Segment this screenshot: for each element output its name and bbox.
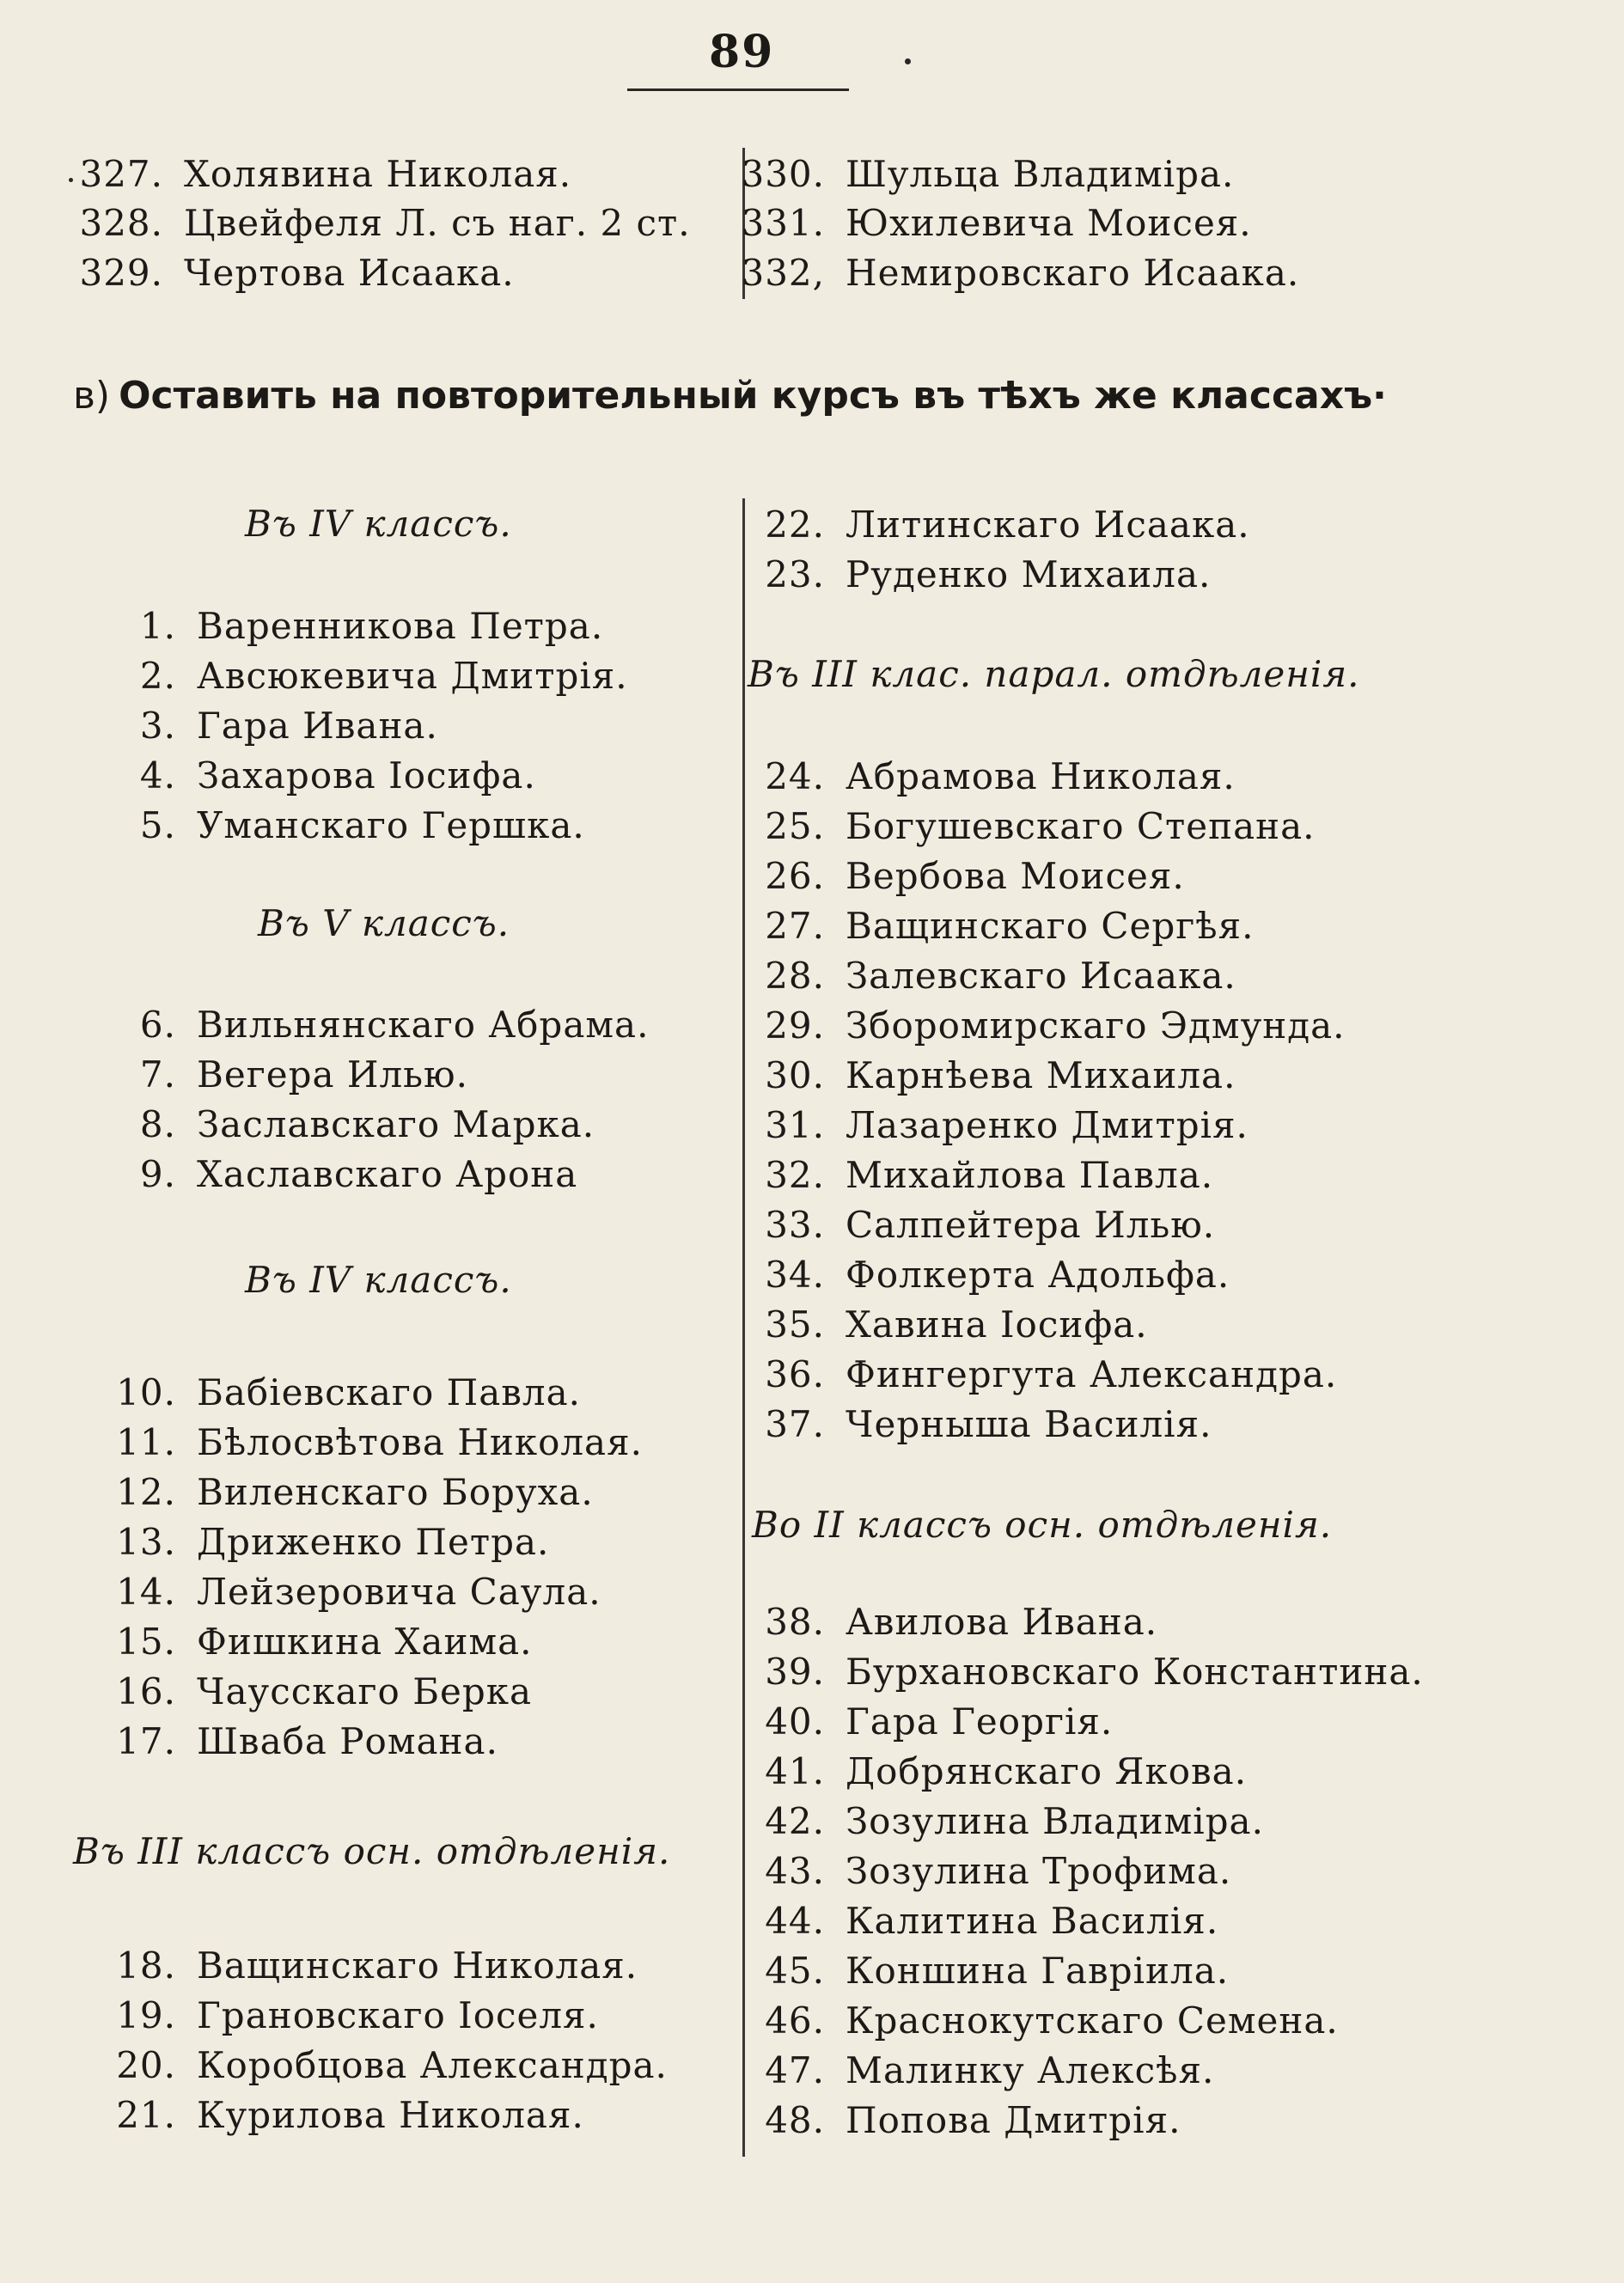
list-item: 2. Авсюкевича Дмитрія. [139, 655, 628, 697]
list-item: 43. Зозулина Трофима. [765, 1850, 1232, 1892]
list-item: 19. Грановскаго Іоселя. [116, 1994, 599, 2036]
class-heading: Во II классъ осн. отдѣленія. [752, 1504, 1333, 1546]
list-item: 14. Лейзеровича Саула. [116, 1571, 601, 1613]
list-item: 46. Краснокутскаго Семена. [765, 1999, 1339, 2042]
list-item: 44. Калитина Василія. [765, 1900, 1219, 1942]
list-item: 1. Варенникова Петра. [139, 605, 604, 647]
list-item: 16. Чаусскаго Берка [116, 1670, 533, 1712]
list-item: 11. Бѣлосвѣтова Николая. [116, 1421, 643, 1463]
list-item: 41. Добрянскаго Якова. [765, 1750, 1248, 1792]
list-item: 29. Зборомирскаго Эдмунда. [765, 1004, 1346, 1047]
list-item: 327. Холявина Николая. [79, 153, 572, 195]
list-item: 32. Михайлова Павла. [765, 1154, 1214, 1196]
list-item: 23. Руденко Михаила. [765, 553, 1212, 595]
list-item: 39. Бурхановскаго Константина. [765, 1651, 1424, 1693]
list-item: 36. Фингергута Александра. [765, 1353, 1338, 1395]
list-item: 45. Коншина Гавріила. [765, 1950, 1230, 1992]
list-item: 331. Юхилевича Моисея. [741, 202, 1252, 244]
class-heading: Въ IV классъ. [245, 503, 512, 545]
list-item: 48. Попова Дмитрія. [765, 2099, 1181, 2141]
list-item: 31. Лазаренко Дмитрія. [765, 1104, 1249, 1146]
list-item: 30. Карнѣева Михаила. [765, 1054, 1236, 1096]
list-item: 5. Уманскаго Гершка. [139, 804, 585, 846]
list-item: 33. Салпейтера Илью. [765, 1204, 1216, 1246]
list-item: 42. Зозулина Владиміра. [765, 1800, 1264, 1842]
list-item: 25. Богушевскаго Степана. [765, 805, 1316, 847]
class-heading: Въ V классъ. [258, 902, 510, 944]
class-heading: Въ III клас. парал. отдѣленія. [748, 653, 1360, 695]
list-item: 38. Авилова Ивана. [765, 1601, 1158, 1643]
list-item: 332, Немировскаго Исаака. [741, 252, 1300, 294]
list-item: 26. Вербова Моисея. [765, 855, 1185, 897]
list-item: 17. Шваба Романа. [116, 1720, 498, 1762]
list-item: 21. Курилова Николая. [116, 2094, 584, 2136]
list-item: 3. Гара Ивана. [139, 705, 438, 747]
list-item: 7. Вегера Илью. [139, 1053, 468, 1096]
list-item: 34. Фолкерта Адольфа. [765, 1254, 1230, 1296]
list-item: 20. Коробцова Александра. [116, 2044, 668, 2086]
list-item: 9. Хаславскаго Арона [139, 1153, 578, 1195]
list-item: 15. Фишкина Хаима. [116, 1621, 533, 1663]
list-item: 18. Ващинскаго Николая. [116, 1944, 638, 1987]
list-item: 35. Хавина Іосифа. [765, 1303, 1148, 1346]
list-item: 329. Чертова Исаака. [79, 252, 515, 294]
list-item: 37. Черныша Василія. [765, 1403, 1212, 1445]
list-item: 6. Вильнянскаго Абрама. [139, 1004, 650, 1046]
page-number-rule [627, 89, 849, 91]
list-item: 8. Заславскаго Марка. [139, 1103, 595, 1145]
class-heading: Въ III классъ осн. отдѣленія. [73, 1830, 671, 1872]
list-item: 27. Ващинскаго Сергѣя. [765, 905, 1255, 947]
section-heading: в) Оставить на повторительный курсъ въ тѣхъ же классахъ· [73, 374, 1387, 418]
list-item: 10. Бабіевскаго Павла. [116, 1371, 581, 1413]
list-item: 22. Литинскаго Исаака. [765, 504, 1250, 546]
list-item: 330. Шульца Владиміра. [741, 153, 1235, 195]
list-item: 13. Дриженко Петра. [116, 1521, 550, 1563]
class-heading: Въ IV классъ. [245, 1259, 512, 1301]
list-item: 328. Цвейфеля Л. съ наг. 2 ст. [79, 202, 691, 244]
ink-dot [905, 58, 911, 64]
list-item: 12. Виленскаго Боруха. [116, 1471, 594, 1513]
list-item: 40. Гара Георгія. [765, 1700, 1114, 1743]
list-item: 24. Абрамова Николая. [765, 755, 1236, 797]
page-number: 89 [709, 26, 775, 78]
list-item: 47. Малинку Алексѣя. [765, 2049, 1215, 2091]
list-item: 4. Захарова Іосифа. [139, 754, 536, 797]
list-item: 28. Залевскаго Исаака. [765, 955, 1236, 997]
